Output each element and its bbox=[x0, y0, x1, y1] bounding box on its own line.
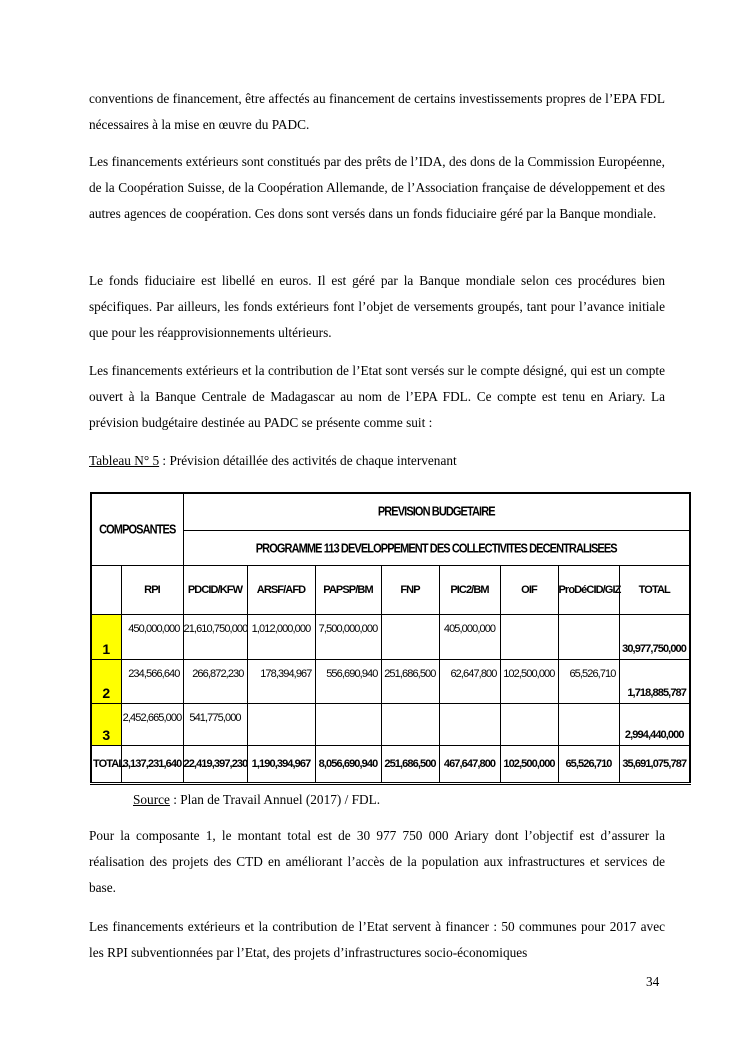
cell-oif: 102,500,000 bbox=[500, 660, 558, 704]
cell-pic2-bm: 405,000,000 bbox=[439, 615, 500, 660]
prevision-header: PREVISION BUDGETAIRE bbox=[183, 490, 690, 533]
programme-header: PROGRAMME 113 DEVELOPPEMENT DES COLLECTIVITES DECENTRALISEES bbox=[183, 528, 690, 568]
cell-pdcid-kfw: 266,872,230 bbox=[183, 660, 247, 704]
table-caption-text: : Prévision détaillée des activités de chaque intervenant bbox=[159, 453, 457, 468]
column-header-rpi: RPI bbox=[121, 566, 183, 615]
total-grand: 35,691,075,787 bbox=[619, 746, 690, 784]
row-id: 2 bbox=[91, 660, 121, 704]
column-header-total: TOTAL bbox=[619, 566, 690, 615]
column-header-pdcid-kfw: PDCID/KFW bbox=[183, 566, 247, 615]
paragraph-3: Le fonds fiduciaire est libellé en euros. Il est géré par la Banque mondiale selon ces procédures bien spécifiques. Par ailleurs, les fonds extérieurs font l’objet de versements groupés, tant pour l’avance initiale que pour les réapprovisionnements ultérieurs. bbox=[89, 273, 665, 340]
table-caption bbox=[89, 448, 457, 474]
total-fnp: 251,686,500 bbox=[381, 746, 439, 784]
cell-total: 30,977,750,000 bbox=[619, 615, 690, 660]
cell-papsp-bm: 7,500,000,000 bbox=[315, 615, 381, 660]
total-row bbox=[91, 746, 690, 784]
table-caption-label: Tableau N° 5 bbox=[89, 453, 160, 468]
total-pic2-bm: 467,647,800 bbox=[439, 746, 500, 784]
cell-oif bbox=[500, 704, 558, 746]
cell-prodecid-giz bbox=[558, 704, 619, 746]
cell-prodecid-giz: 65,526,710 bbox=[558, 660, 619, 704]
paragraph-4: Les financements extérieurs et la contribution de l’Etat sont versés sur le compte désigné, qui est un compte ouvert à la Banque Centrale de Madagascar au nom de l’EPA FDL. Ce compte est tenu en Ariary. La prévision budgétaire destinée au PADC se présente comme suit : bbox=[89, 363, 665, 430]
paragraph-5: Pour la composante 1, le montant total est de 30 977 750 000 Ariary dont l’objectif est d’assurer la réalisation des projets des CTD en améliorant l’accès de la population aux infrastructures et services de base. bbox=[89, 828, 665, 895]
row-id: 1 bbox=[91, 615, 121, 660]
cell-oif bbox=[500, 615, 558, 660]
cell-papsp-bm: 556,690,940 bbox=[315, 660, 381, 704]
cell-fnp bbox=[381, 704, 439, 746]
source-label: Source bbox=[133, 792, 170, 807]
cell-pdcid-kfw: 541,775,000 bbox=[183, 704, 247, 746]
paragraph-6: Les financements extérieurs et la contribution de l’Etat servent à financer : 50 communes pour 2017 avec les RPI subventionnées par l’Etat, des projets d’infrastructures socio-économiques bbox=[89, 919, 665, 960]
cell-fnp: 251,686,500 bbox=[381, 660, 439, 704]
cell-arsf-afd bbox=[247, 704, 315, 746]
table-row bbox=[91, 660, 690, 704]
empty-header-cell bbox=[91, 566, 121, 615]
cell-pic2-bm: 62,647,800 bbox=[439, 660, 500, 704]
cell-pic2-bm bbox=[439, 704, 500, 746]
paragraph-2: Les financements extérieurs sont constitués par des prêts de l’IDA, des dons de la Commission Européenne, de la Coopération Suisse, de la Coopération Allemande, de l’Association française de développement et des autres agences de coopération. Ces dons sont versés dans un fonds fiduciaire géré par la Banque mondiale. bbox=[89, 154, 665, 221]
budget-table bbox=[90, 492, 691, 785]
total-label: TOTAL bbox=[91, 746, 121, 784]
cell-arsf-afd: 178,394,967 bbox=[247, 660, 315, 704]
cell-prodecid-giz bbox=[558, 615, 619, 660]
column-header-papsp-bm: PAPSP/BM bbox=[315, 566, 381, 615]
column-header-fnp: FNP bbox=[381, 566, 439, 615]
cell-fnp bbox=[381, 615, 439, 660]
cell-rpi: 2,452,665,000 bbox=[121, 704, 183, 746]
page-number: 34 bbox=[646, 974, 660, 989]
paragraph-1: conventions de financement, être affectés au financement de certains investissements propres de l’EPA FDL nécessaires à la mise en œuvre du PADC. bbox=[89, 91, 665, 132]
cell-pdcid-kfw: 21,610,750,000 bbox=[183, 615, 247, 660]
cell-arsf-afd: 1,012,000,000 bbox=[247, 615, 315, 660]
table-row bbox=[91, 615, 690, 660]
column-header-oif: OIF bbox=[500, 566, 558, 615]
total-pdcid-kfw: 22,419,397,230 bbox=[183, 746, 247, 784]
total-papsp-bm: 8,056,690,940 bbox=[315, 746, 381, 784]
cell-total: 2,994,440,000 bbox=[619, 704, 690, 746]
row-id: 3 bbox=[91, 704, 121, 746]
table-source bbox=[133, 787, 380, 813]
column-header-arsf-afd: ARSF/AFD bbox=[247, 566, 315, 615]
total-oif: 102,500,000 bbox=[500, 746, 558, 784]
source-text: : Plan de Travail Annuel (2017) / FDL. bbox=[169, 792, 381, 807]
table-row bbox=[91, 704, 690, 746]
total-prodecid-giz: 65,526,710 bbox=[558, 746, 619, 784]
total-rpi: 3,137,231,640 bbox=[121, 746, 183, 784]
cell-papsp-bm bbox=[315, 704, 381, 746]
cell-rpi: 450,000,000 bbox=[121, 615, 183, 660]
total-arsf-afd: 1,190,394,967 bbox=[247, 746, 315, 784]
budget-table-wrapper bbox=[90, 492, 689, 770]
cell-total: 1,718,885,787 bbox=[619, 660, 690, 704]
column-header-pic2-bm: PIC2/BM bbox=[439, 566, 500, 615]
cell-rpi: 234,566,640 bbox=[121, 660, 183, 704]
composantes-header: COMPOSANTES bbox=[91, 488, 183, 571]
column-header-prodecid-giz: ProDéCID/GIZ bbox=[558, 566, 619, 615]
